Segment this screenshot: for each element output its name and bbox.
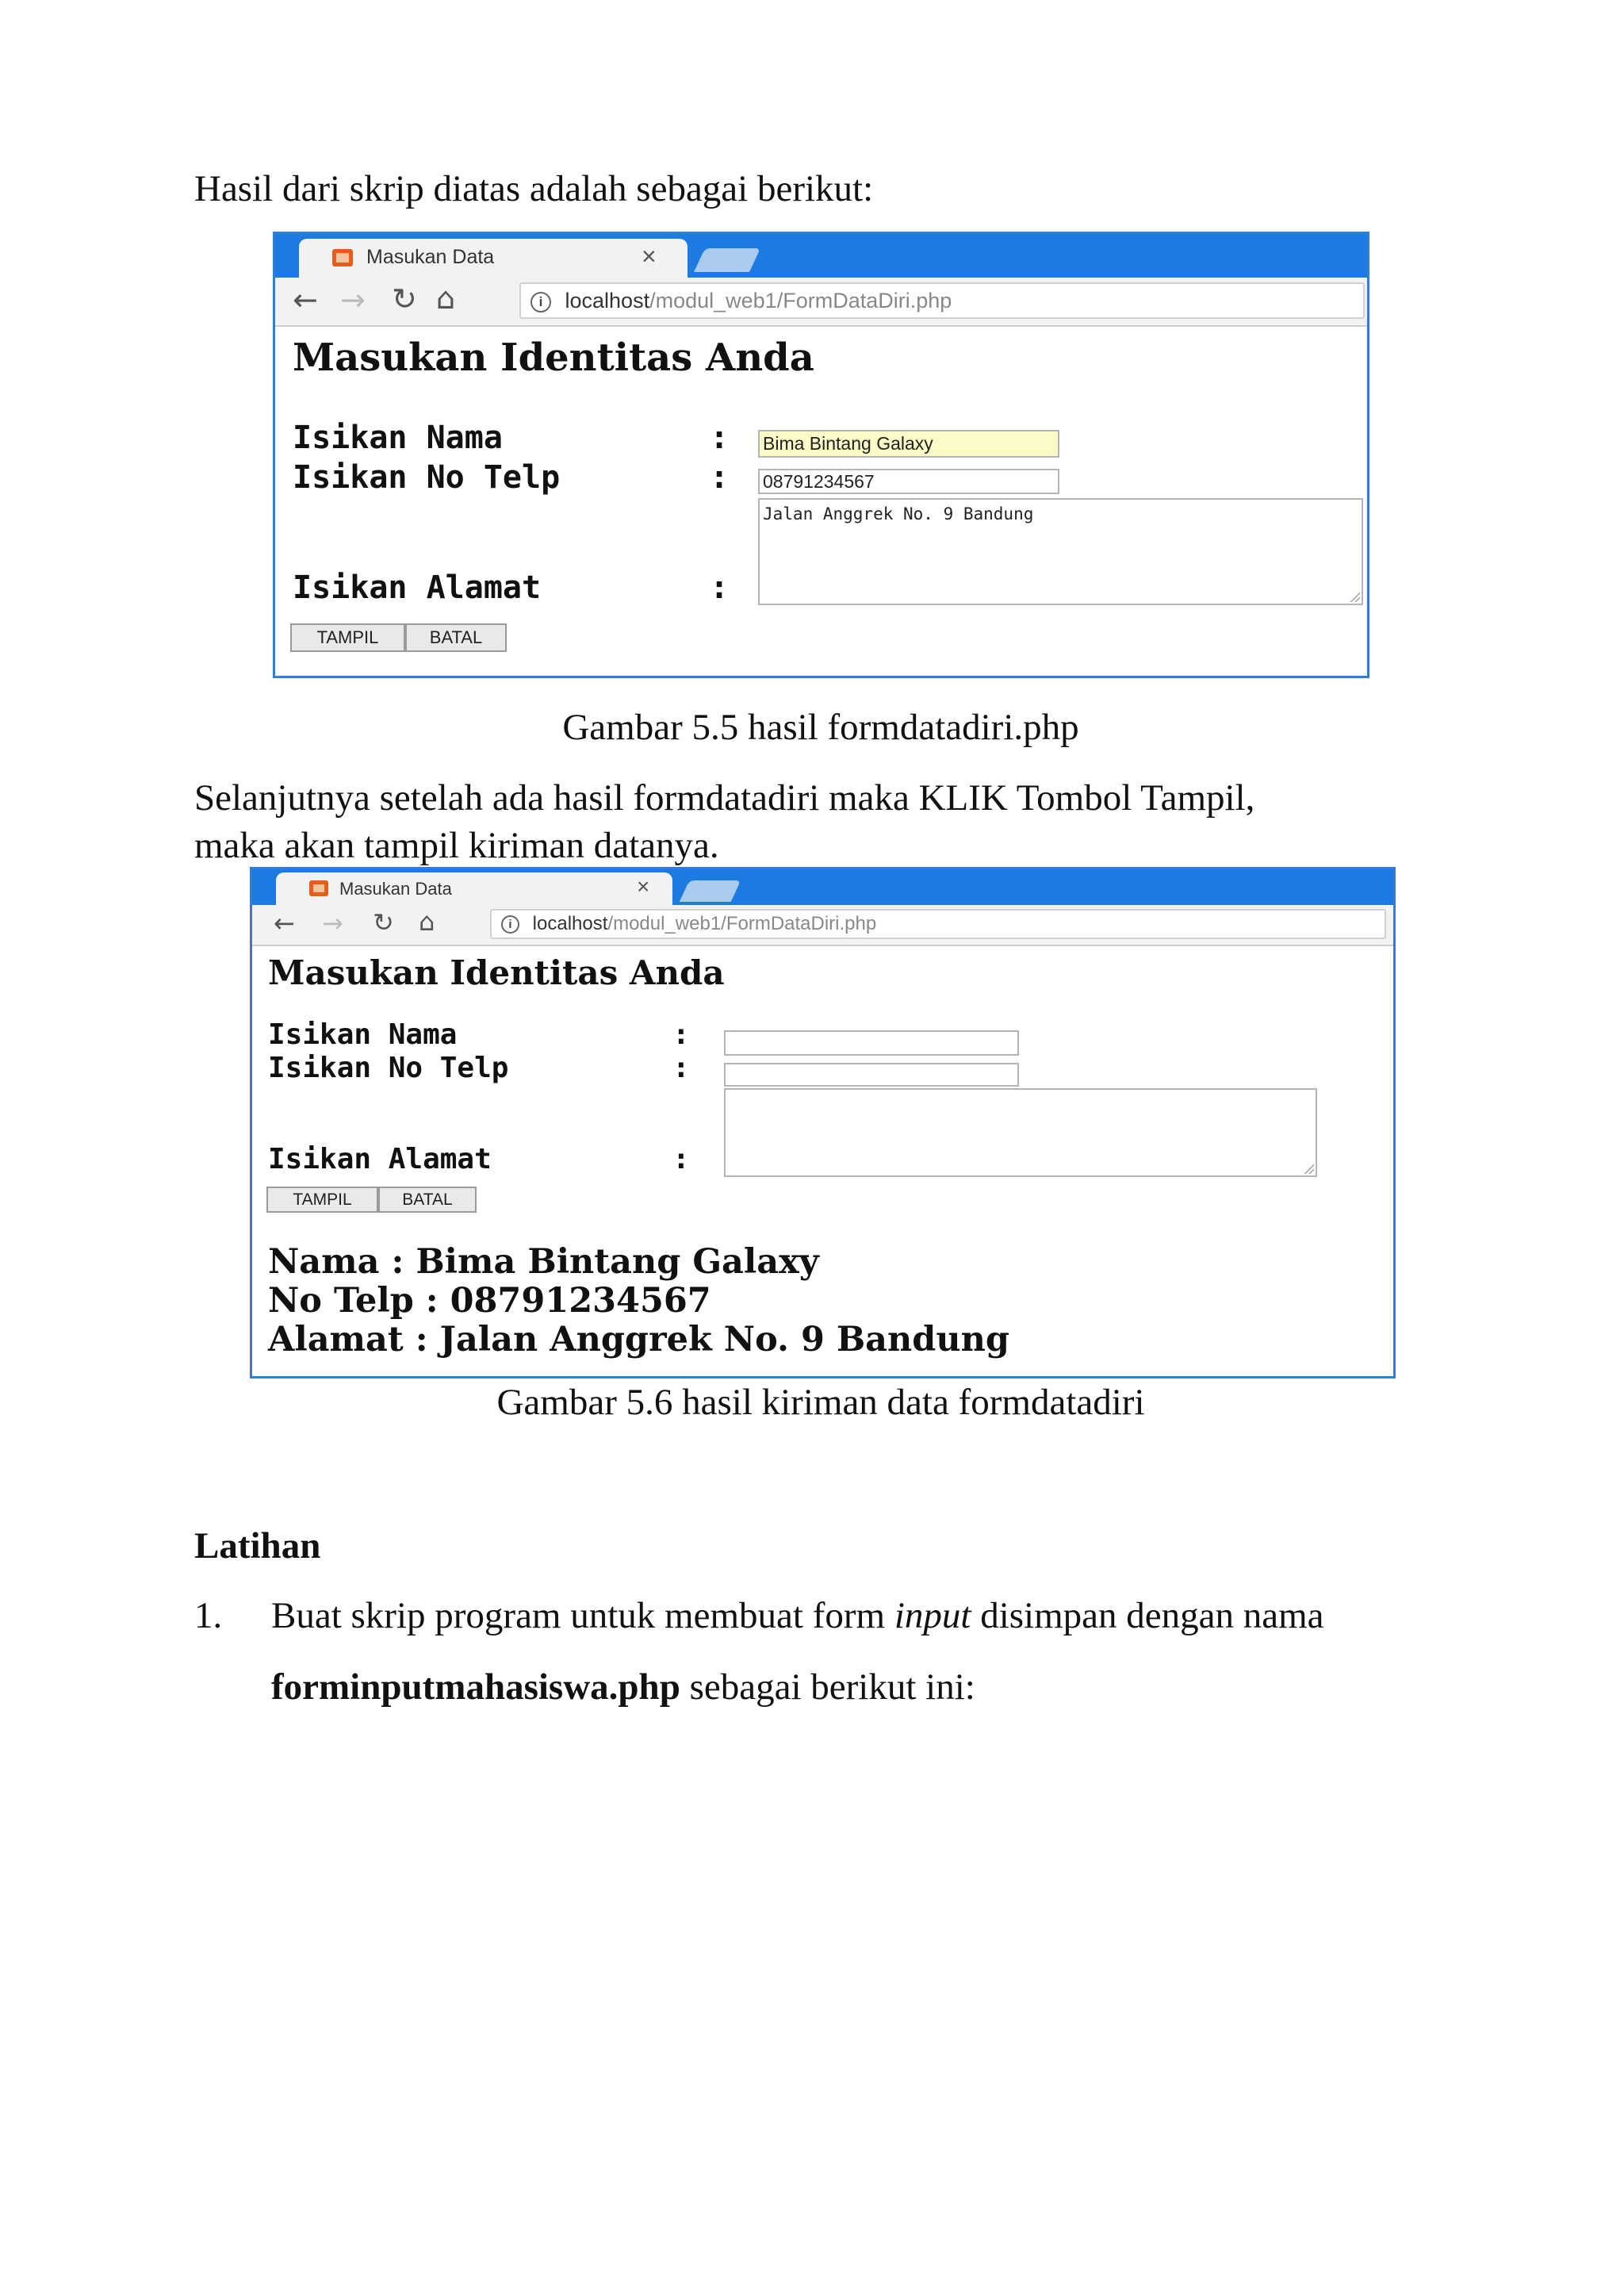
- colon-nama: :: [710, 420, 730, 456]
- input-telp[interactable]: [724, 1063, 1019, 1087]
- url-host: localhost: [532, 913, 608, 934]
- label-telp: Isikan No Telp: [268, 1052, 509, 1084]
- list-item-text-post: disimpan dengan nama: [971, 1595, 1324, 1636]
- section-title: Latihan: [194, 1525, 321, 1566]
- textarea-alamat-value: Jalan Anggrek No. 9 Bandung: [763, 504, 1034, 523]
- output-alamat: Alamat : Jalan Anggrek No. 9 Bandung: [268, 1320, 1009, 1359]
- output-telp: No Telp : 08791234567: [268, 1281, 711, 1321]
- url-path: /modul_web1/FormDataDiri.php: [607, 913, 877, 934]
- caption-figure-5-6: Gambar 5.6 hasil kiriman data formdatadiri: [496, 1382, 1145, 1423]
- list-item-emphasis: input: [894, 1595, 971, 1636]
- home-icon[interactable]: ⌂: [436, 281, 456, 316]
- paragraph-2-line-2: maka akan tampil kiriman datanya.: [194, 825, 719, 866]
- forward-arrow-icon[interactable]: →: [322, 908, 343, 938]
- list-item-line-2: [271, 1663, 975, 1711]
- address-bar[interactable]: [490, 909, 1386, 939]
- tab-title: Masukan Data: [339, 879, 452, 899]
- tampil-button[interactable]: TAMPIL: [266, 1187, 378, 1213]
- home-icon[interactable]: ⌂: [419, 907, 435, 937]
- colon-nama: :: [672, 1018, 690, 1051]
- forward-arrow-icon[interactable]: →: [340, 282, 366, 317]
- colon-alamat: :: [672, 1143, 690, 1175]
- list-item-text-pre: Buat skrip program untuk membuat form: [271, 1595, 894, 1636]
- form-heading: Masukan Identitas Anda: [293, 336, 814, 380]
- info-icon[interactable]: i: [501, 915, 519, 934]
- resize-grip-icon[interactable]: [1349, 591, 1360, 602]
- paragraph-2-line-1: Selanjutnya setelah ada hasil formdatadiri maka KLIK Tombol Tampil,: [194, 777, 1255, 819]
- screenshot-kiriman-data: [250, 867, 1396, 1378]
- browser-toolbar: [252, 905, 1393, 946]
- list-item-text-end: sebagai berikut ini:: [680, 1666, 975, 1708]
- colon-telp: :: [672, 1052, 690, 1084]
- textarea-alamat[interactable]: [758, 498, 1363, 605]
- url-host: localhost: [565, 289, 650, 313]
- textarea-alamat[interactable]: [724, 1088, 1317, 1177]
- close-icon[interactable]: ×: [637, 874, 650, 899]
- browser-tab-bar: [252, 869, 1393, 905]
- list-item-line-1: [271, 1592, 1324, 1639]
- list-item-number: 1.: [194, 1595, 223, 1636]
- tab-title: Masukan Data: [366, 246, 495, 268]
- back-arrow-icon[interactable]: ←: [274, 908, 295, 938]
- intro-paragraph: Hasil dari skrip diatas adalah sebagai berikut:: [194, 168, 874, 209]
- url-path: /modul_web1/FormDataDiri.php: [649, 289, 952, 313]
- resize-grip-icon[interactable]: [1303, 1163, 1314, 1174]
- browser-toolbar: [275, 278, 1367, 327]
- label-telp: Isikan No Telp: [293, 459, 561, 496]
- reload-icon[interactable]: ↻: [392, 282, 417, 316]
- label-alamat: Isikan Alamat: [268, 1143, 492, 1175]
- list-item-filename: forminputmahasiswa.php: [271, 1666, 680, 1708]
- new-tab-button[interactable]: [680, 880, 741, 902]
- address-bar[interactable]: [519, 282, 1365, 319]
- new-tab-button[interactable]: [694, 248, 760, 272]
- tampil-button[interactable]: TAMPIL: [290, 623, 405, 652]
- label-nama: Isikan Nama: [268, 1018, 458, 1051]
- form-heading: Masukan Identitas Anda: [268, 953, 725, 992]
- batal-button[interactable]: BATAL: [405, 623, 507, 652]
- input-telp[interactable]: 08791234567: [758, 469, 1059, 494]
- caption-figure-5-5: Gambar 5.5 hasil formdatadiri.php: [562, 707, 1079, 748]
- batal-button[interactable]: BATAL: [378, 1187, 477, 1213]
- label-nama: Isikan Nama: [293, 420, 503, 456]
- favicon-icon: [309, 880, 328, 896]
- output-nama: Nama : Bima Bintang Galaxy: [268, 1242, 819, 1282]
- back-arrow-icon[interactable]: ←: [293, 282, 318, 317]
- info-icon[interactable]: i: [530, 292, 551, 313]
- label-alamat: Isikan Alamat: [293, 569, 542, 606]
- input-nama[interactable]: Bima Bintang Galaxy: [758, 430, 1059, 458]
- input-nama[interactable]: [724, 1030, 1019, 1056]
- close-icon[interactable]: ×: [642, 242, 657, 270]
- browser-tab[interactable]: [276, 872, 672, 905]
- colon-alamat: :: [710, 569, 730, 606]
- favicon-icon: [332, 249, 353, 266]
- screenshot-formdatadiri: [273, 232, 1369, 678]
- colon-telp: :: [710, 459, 730, 496]
- browser-tab-bar: [275, 234, 1367, 278]
- browser-tab[interactable]: [299, 239, 688, 278]
- reload-icon[interactable]: ↻: [373, 907, 394, 938]
